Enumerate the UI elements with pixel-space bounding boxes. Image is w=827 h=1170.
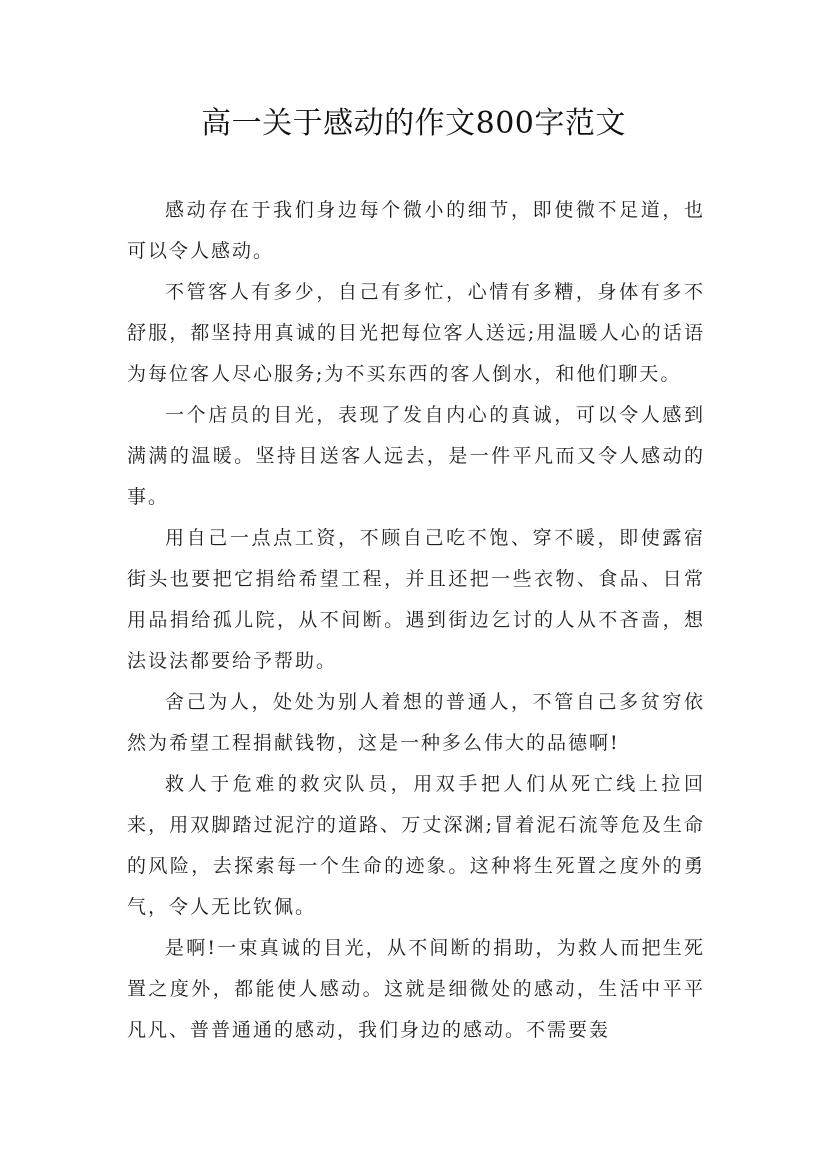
paragraph: 一个店员的目光，表现了发自内心的真诚，可以令人感到满满的温暖。坚持目送客人远去，是一件平凡而又令人感动的事。	[127, 404, 705, 508]
paragraph: 救人于危难的救灾队员，用双手把人们从死亡线上拉回来，用双脚踏过泥泞的道路、万丈深渊;冒着泥石流等危及生命的风险，去探索每一个生命的迹象。这种将生死置之度外的勇气，令人无比钦佩。	[127, 773, 705, 918]
paragraph: 感动存在于我们身边每个微小的细节，即使微不足道，也可以令人感动。	[127, 199, 705, 262]
document-title: 高一关于感动的作文800字范文	[201, 106, 626, 141]
paragraph: 舍己为人，处处为别人着想的普通人，不管自己多贫穷依然为希望工程捐献钱物，这是一种多么伟大的品德啊!	[127, 691, 705, 754]
paragraph: 不管客人有多少，自己有多忙，心情有多糟，身体有多不舒服，都坚持用真诚的目光把每位客人送远;用温暖人心的话语为每位客人尽心服务;为不买东西的客人倒水，和他们聊天。	[127, 281, 705, 385]
paragraph: 用自己一点点工资，不顾自己吃不饱、穿不暖，即使露宿街头也要把它捐给希望工程，并且还把一些衣物、食品、日常用品捐给孤儿院，从不间断。遇到街边乞讨的人从不吝啬，想法设法都要给予帮助。	[127, 527, 705, 672]
paragraph: 是啊!一束真诚的目光，从不间断的捐助，为救人而把生死置之度外，都能使人感动。这就是细微处的感动，生活中平平凡凡、普普通通的感动，我们身边的感动。不需要轰	[127, 937, 705, 1041]
document-body	[127, 190, 705, 1051]
